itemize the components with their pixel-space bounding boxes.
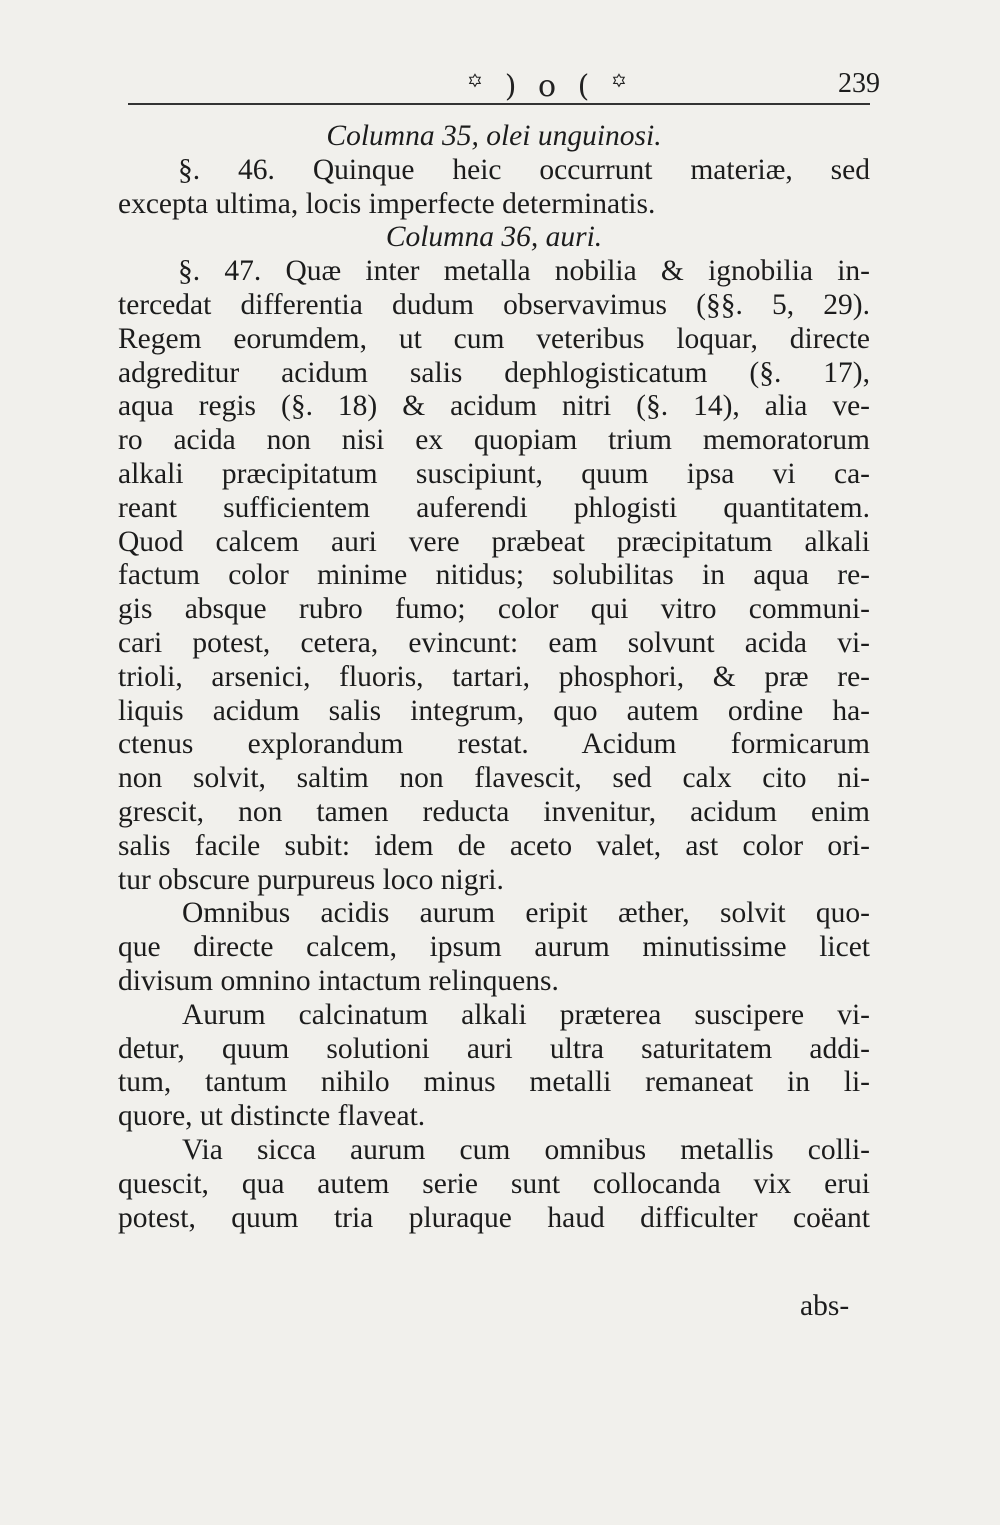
text-line: salis facile subit: idem de aceto valet, ast color ori- [118, 829, 870, 862]
text-line: Aurum calcinatum alkali præterea suscipere vi- [182, 998, 870, 1031]
text-line: tur obscure purpureus loco nigri. [118, 863, 504, 896]
text-line: §. 47. Quæ inter metalla nobilia & ignobilia in- [178, 255, 870, 288]
text-line: tum, tantum nihilo minus metalli remaneat in li- [118, 1066, 870, 1099]
text-line: gis absque rubro fumo; color qui vitro communi- [118, 593, 870, 626]
column-heading: Columna 36, auri. [385, 221, 603, 254]
text-line: aqua regis (§. 18) & acidum nitri (§. 14), alia ve- [118, 390, 870, 423]
text-line: non solvit, saltim non flavescit, sed calx cito ni- [118, 762, 870, 795]
text-line: trioli, arsenici, fluoris, tartari, phosphori, & præ re- [118, 660, 870, 693]
text-line: alkali præcipitatum suscipiunt, quum ipsa vi ca- [118, 457, 870, 490]
text-line: liquis acidum salis integrum, quo autem ordine ha- [118, 694, 870, 727]
header-ornament: ꙳ ) o ( ꙳ [466, 69, 634, 104]
catchword: abs- [800, 1290, 850, 1322]
text-line: adgreditur acidum salis dephlogisticatum (§. 17), [118, 356, 870, 389]
text-line: Via sicca aurum cum omnibus metallis colli- [182, 1133, 870, 1166]
text-line: que directe calcem, ipsum aurum minutissime licet [118, 931, 870, 964]
text-line: divisum omnino intactum relinquens. [118, 964, 559, 997]
text-line: Omnibus acidis aurum eripit æther, solvit quo- [182, 897, 870, 930]
text-line: Regem eorumdem, ut cum veteribus loquar, directe [118, 322, 870, 355]
text-line: §. 46. Quinque heic occurrunt materiæ, sed [178, 153, 870, 186]
text-line: tercedat differentia dudum observavimus (§§. 5, 29). [118, 288, 870, 321]
text-line: ctenus explorandum restat. Acidum formicarum [118, 728, 870, 761]
text-line: reant sufficientem auferendi phlogisti quantitatem. [118, 491, 870, 524]
text-line: quescit, qua autem serie sunt collocanda vix erui [118, 1167, 870, 1200]
header-rule [128, 103, 870, 105]
running-header [120, 64, 880, 104]
column-heading: Columna 35, olei unguinosi. [326, 120, 662, 152]
text-line: cari potest, cetera, evincunt: eam solvunt acida vi- [118, 626, 870, 659]
text-line: quore, ut distincte flaveat. [118, 1100, 426, 1133]
page-number: 239 [838, 68, 880, 99]
text-block [118, 120, 870, 1235]
text-line: excepta ultima, locis imperfecte determinatis. [118, 187, 656, 220]
text-line: Quod calcem auri vere præbeat præcipitatum alkali [118, 525, 870, 558]
text-line: potest, quum tria pluraque haud difficulter coëant [118, 1201, 870, 1234]
text-line: ro acida non nisi ex quopiam trium memoratorum [118, 424, 870, 457]
text-line: detur, quum solutioni auri ultra saturitatem addi- [118, 1032, 870, 1065]
text-line: grescit, non tamen reducta invenitur, acidum enim [118, 795, 870, 828]
text-line: factum color minime nitidus; solubilitas in aqua re- [118, 559, 870, 592]
